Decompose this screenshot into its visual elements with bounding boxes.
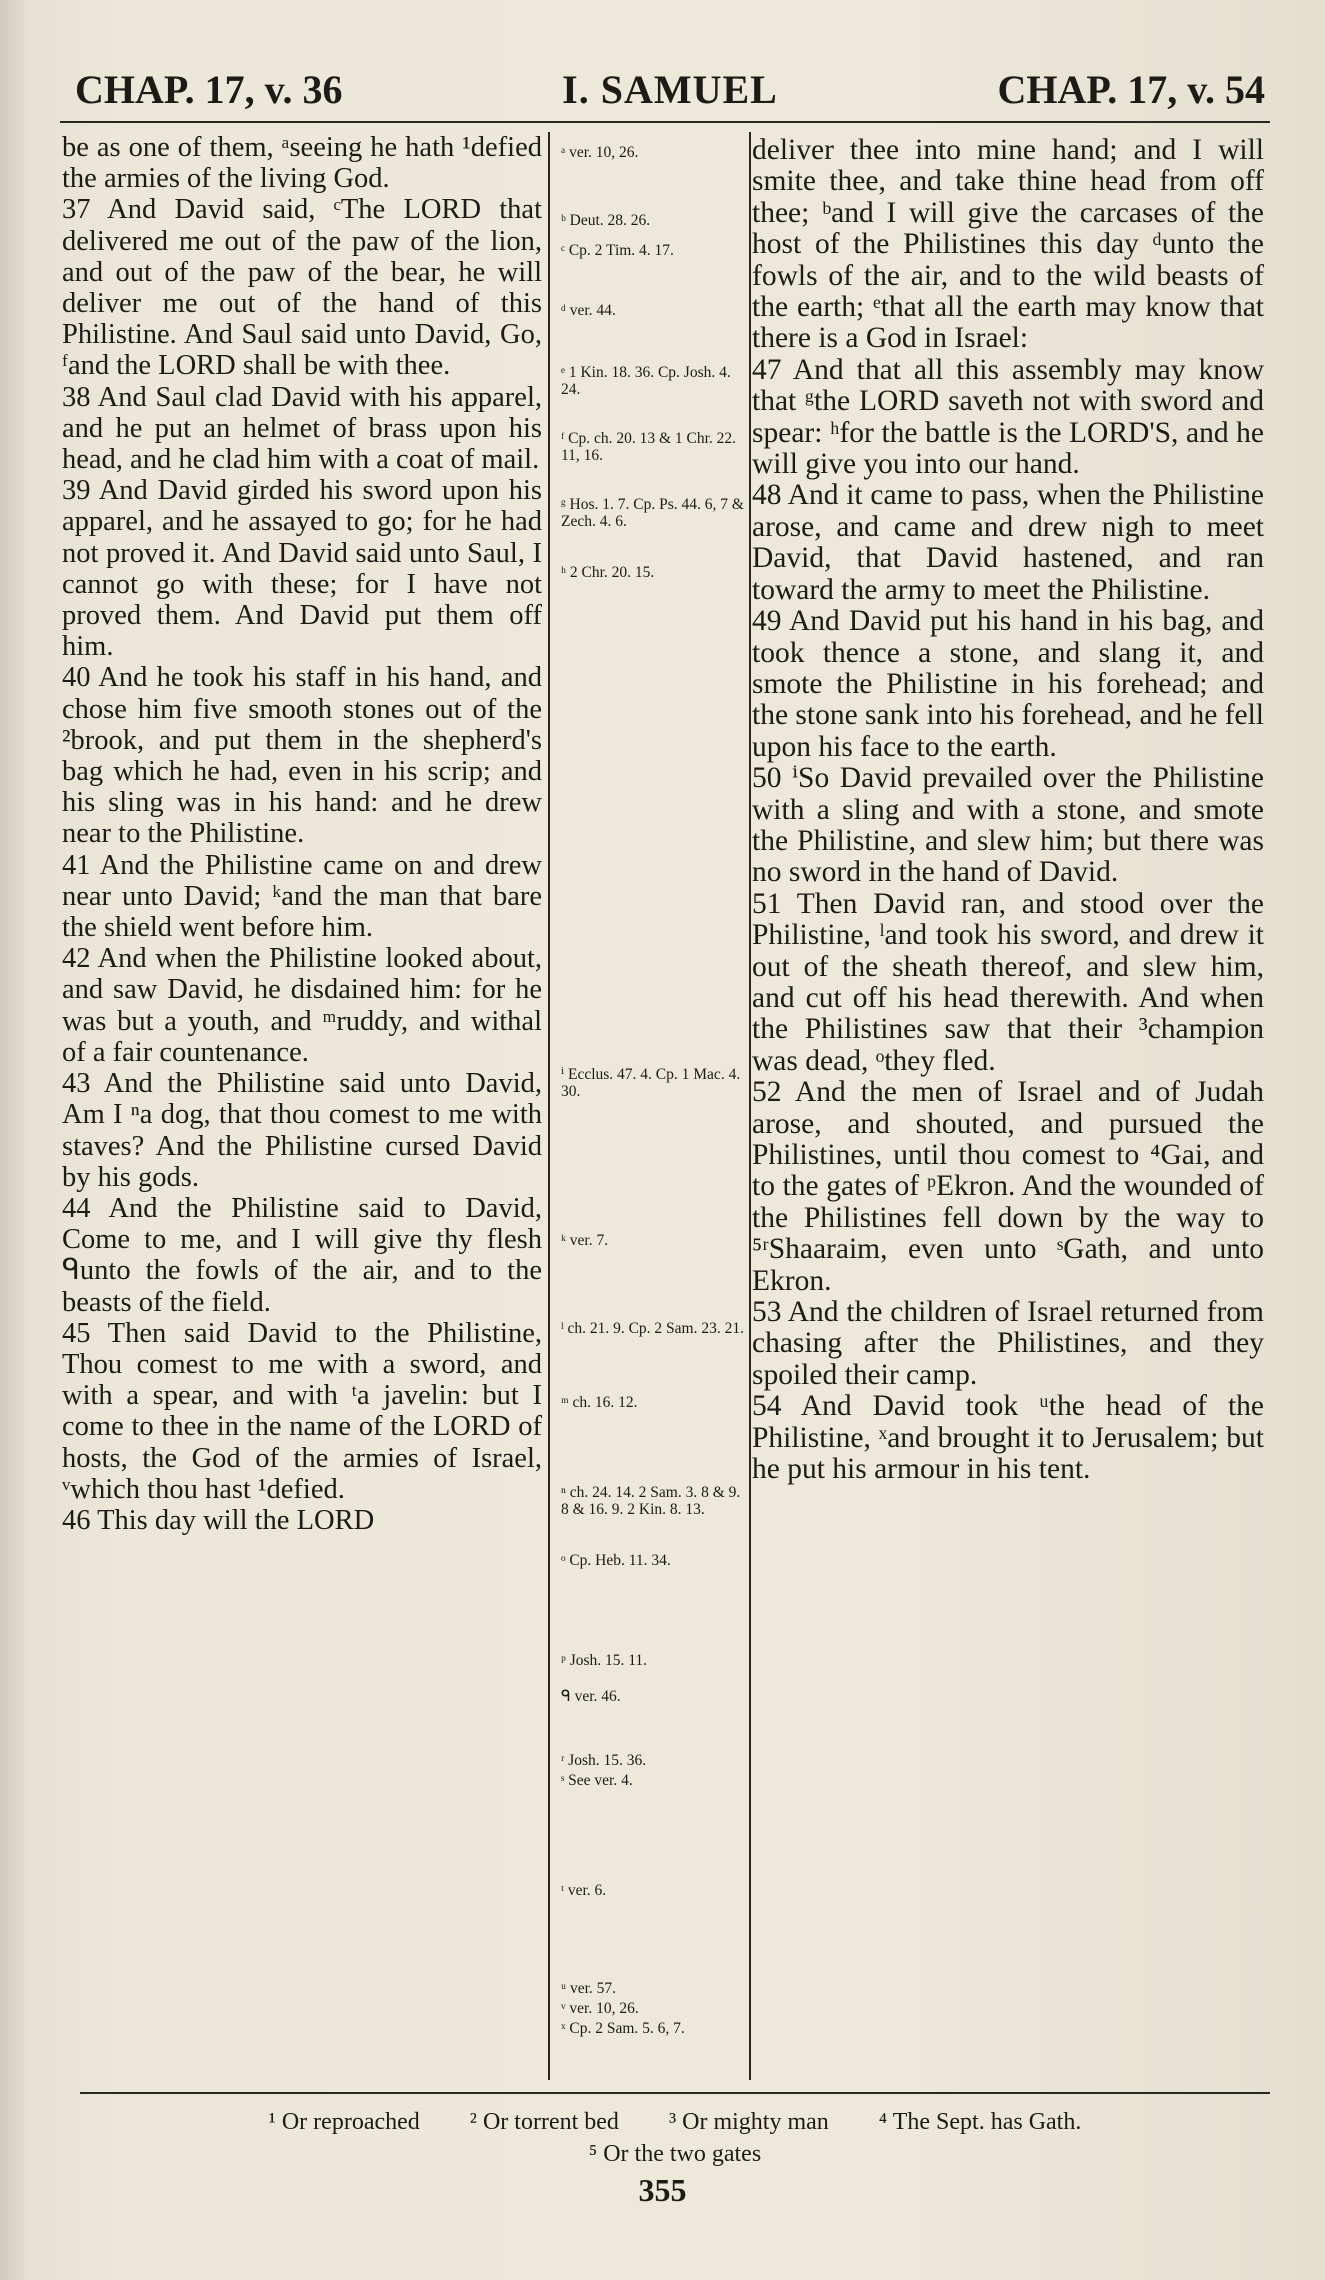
- cross-reference: ᵗ ver. 6.: [561, 1882, 607, 1899]
- right-text-column: [752, 135, 1264, 1485]
- verse-text: 44 And the Philistine said to David, Come to me, and I will give thy flesh ᑫunto the fowls of the air, and to the beasts of the field.: [62, 1192, 542, 1318]
- cross-reference: ᵛ ver. 10, 26.: [561, 2000, 639, 2017]
- cross-reference: ˢ See ver. 4.: [561, 1772, 633, 1789]
- verse-text: 45 Then said David to the Philistine, Thou comest to me with a sword, and with a spear, and with ᵗa javelin: but I come to thee in the name of the LORD of hosts, the God of the armies of Israel, ᵛwhich thou hast ¹defied.: [62, 1317, 542, 1505]
- cross-reference: ᵘ ver. 57.: [561, 1980, 617, 1997]
- footnote-rule: [80, 2092, 1270, 2094]
- column-divider-right: [749, 132, 751, 2080]
- verse-text: 42 And when the Philistine looked about, and saw David, he disdained him: for he was but a youth, and ᵐruddy, and withal of a fair countenance.: [62, 943, 542, 1068]
- verse-text: 47 And that all this assembly may know that ᵍthe LORD saveth not with sword and spear: ʰfor the battle is the LORD'S, and he will give you into our hand.: [752, 353, 1264, 481]
- page-number: 355: [638, 2172, 687, 2208]
- verse-text: 41 And the Philistine came on and drew near unto David; ᵏand the man that bare the shield went before him.: [62, 849, 542, 944]
- verse-text: 54 And David took ᵘthe head of the Philistine, ˣand brought it to Jerusalem; but he put his armour in his tent.: [752, 1390, 1264, 1486]
- verse-text: 49 And David put his hand in his bag, and took thence a stone, and slang it, and smote the Philistine in his forehead; and the stone sank into his forehead, and he fell upon his face to the earth.: [752, 605, 1265, 763]
- cross-reference: ᵐ ch. 16. 12.: [561, 1394, 638, 1411]
- cross-reference: ᵖ Josh. 15. 11.: [561, 1652, 648, 1669]
- verse-text: 43 And the Philistine said unto David, Am I ⁿa dog, that thou comest to me with staves? And the Philistine cursed David by his gods.: [62, 1068, 542, 1193]
- page-header: [75, 66, 1265, 126]
- left-text-column: [62, 132, 542, 1536]
- cross-reference: ᑫ ver. 46.: [561, 1688, 621, 1705]
- cross-reference: ᵒ Cp. Heb. 11. 34.: [561, 1552, 671, 1569]
- cross-reference: ⁱ Ecclus. 47. 4. Cp. 1 Mac. 4. 30.: [561, 1066, 741, 1100]
- verse-text: 53 And the children of Israel returned from chasing after the Philistines, and they spoiled their camp.: [752, 1296, 1264, 1391]
- verse-text: 52 And the men of Israel and of Judah arose, and shouted, and pursued the Philistines, until thou comest to ⁴Gai, and to the gates of ᵖEkron. And the wounded of the Philistines fell down by the way to ⁵ʳShaaraim, even unto ˢGath, and unto Ekron.: [752, 1076, 1264, 1297]
- cross-reference: ˡ ch. 21. 9. Cp. 2 Sam. 23. 21.: [561, 1320, 744, 1337]
- book-title: I. SAMUEL: [562, 67, 778, 112]
- verse-text: be as one of them, ᵃseeing he hath ¹defied the armies of the living God.: [62, 132, 542, 195]
- verse-text: 50 ⁱSo David prevailed over the Philistine with a sling and with a stone, and smote the Philistine, and slew him; but there was no sword in the hand of David.: [752, 762, 1264, 889]
- footnote: ¹ Or reproached: [268, 2109, 420, 2135]
- cross-reference: ᵍ Hos. 1. 7. Cp. Ps. 44. 6, 7 & Zech. 4. 6.: [561, 496, 744, 530]
- cross-reference: ᵃ ver. 10, 26.: [561, 144, 639, 161]
- verse-text: 48 And it came to pass, when the Philistine arose, and came and drew nigh to meet David, that David hastened, and ran toward the army to meet the Philistine.: [752, 479, 1264, 606]
- header-chapter-right: CHAP. 17, v. 54: [997, 67, 1265, 112]
- cross-reference: ᵏ ver. 7.: [561, 1232, 609, 1249]
- cross-reference: ⁿ ch. 24. 14. 2 Sam. 3. 8 & 9. 8 & 16. 9. 2 Kin. 8. 13.: [561, 1484, 741, 1518]
- footnotes: [80, 2106, 1270, 2170]
- cross-reference: ˣ Cp. 2 Sam. 5. 6, 7.: [561, 2020, 685, 2037]
- cross-reference: ᵉ 1 Kin. 18. 36. Cp. Josh. 4. 24.: [561, 364, 731, 398]
- verse-text: 38 And Saul clad David with his apparel, and he put an helmet of brass upon his head, and he clad him with a coat of mail.: [62, 381, 542, 476]
- verse-text: 37 And David said, ᶜThe LORD that delivered me out of the paw of the lion, and out of the paw of the bear, he will deliver me out of the hand of this Philistine. And Saul said unto David, Go, ᶠand the LORD shall be with thee.: [62, 194, 542, 382]
- verse-text: 46 This day will the LORD: [62, 1504, 375, 1536]
- cross-reference: ʰ 2 Chr. 20. 15.: [561, 564, 655, 581]
- footnote: ⁵ Or the two gates: [588, 2141, 762, 2167]
- cross-reference: ᶠ Cp. ch. 20. 13 & 1 Chr. 22. 11, 16.: [561, 430, 737, 464]
- cross-reference: ᵇ Deut. 28. 26.: [561, 212, 651, 229]
- verse-text: deliver thee into mine hand; and I will smite thee, and take thine head from off thee; ᵇand I will give the carcases of the host of the Philistines this day ᵈunto the fowls of the air, and to the wild beasts of the earth; ᵉthat all the earth may know that there is a God in Israel:: [752, 134, 1264, 355]
- header-rule: [60, 121, 1270, 123]
- cross-reference: ʳ Josh. 15. 36.: [561, 1752, 647, 1769]
- cross-reference: ᵈ ver. 44.: [561, 302, 616, 319]
- footnote: ³ Or mighty man: [668, 2109, 829, 2135]
- header-chapter-left: CHAP. 17, v. 36: [75, 67, 343, 112]
- verse-text: 51 Then David ran, and stood over the Philistine, ˡand took his sword, and drew it out of the sheath thereof, and slew him, and cut off his head therewith. And when the Philistines saw that their ³champion was dead, ᵒthey fled.: [752, 887, 1264, 1077]
- footnote: ⁴ The Sept. has Gath.: [878, 2109, 1082, 2135]
- footnote: ² Or torrent bed: [469, 2109, 619, 2135]
- cross-reference-column: [553, 132, 743, 2082]
- column-divider-left: [548, 132, 550, 2080]
- cross-reference: ᶜ Cp. 2 Tim. 4. 17.: [561, 242, 674, 259]
- verse-text: 39 And David girded his sword upon his apparel, and he assayed to go; for he had not proved it. And David said unto Saul, I cannot go with these; for I have not proved them. And David put them off him.: [62, 475, 542, 663]
- verse-text: 40 And he took his staff in his hand, and chose him five smooth stones out of the ²brook, and put them in the shepherd's bag which he had, even in his scrip; and his sling was in his hand: and he drew near to the Philistine.: [62, 662, 542, 850]
